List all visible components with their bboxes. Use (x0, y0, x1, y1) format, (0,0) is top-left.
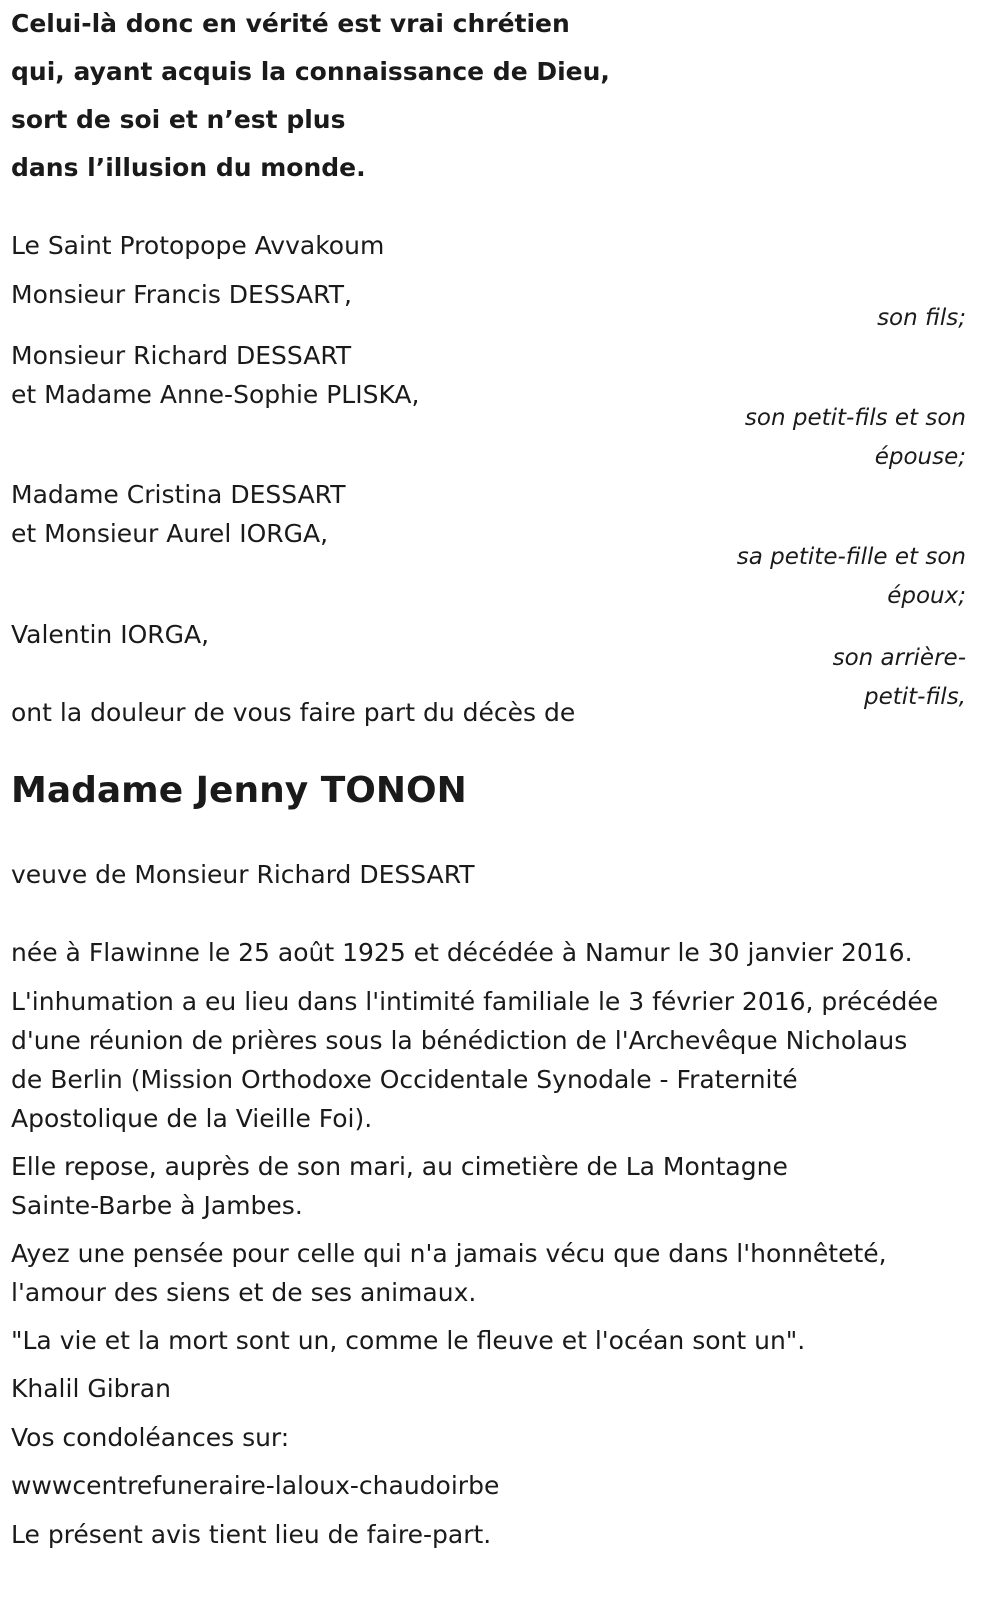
family-member-1-role: son fils; (877, 305, 966, 331)
quote-line-3: sort de soi et n’est plus (11, 105, 346, 134)
condolences-label: Vos condoléances sur: (11, 1423, 290, 1452)
family-member-3-name-line-2: et Monsieur Aurel IORGA, (11, 519, 329, 548)
family-member-2-role-line-2: épouse; (874, 444, 966, 470)
family-member-2-role-line-1: son petit-fils et son (744, 405, 966, 431)
rest-line-1: Elle repose, auprès de son mari, au cimetière de La Montagne (11, 1152, 788, 1181)
burial-line-3: de Berlin (Mission Orthodoxe Occidentale Synodale - Fraternité (11, 1065, 798, 1094)
citation-author: Khalil Gibran (11, 1374, 171, 1403)
widow-of: veuve de Monsieur Richard DESSART (11, 860, 475, 889)
family-member-2-name-line-2: et Madame Anne-Sophie PLISKA, (11, 380, 420, 409)
family-member-1-name: Monsieur Francis DESSART, (11, 280, 352, 309)
birth-death-text: née à Flawinne le 25 août 1925 et décédée à Namur le 30 janvier 2016. (11, 938, 913, 967)
family-member-4-role-line-2: petit-fils, (863, 684, 966, 710)
family-member-3-role-line-2: époux; (887, 583, 966, 609)
thought-line-1: Ayez une pensée pour celle qui n'a jamais vécu que dans l'honnêteté, (11, 1239, 887, 1268)
burial-line-2: d'une réunion de prières sous la bénédiction de l'Archevêque Nicholaus (11, 1026, 908, 1055)
family-member-2-name-line-1: Monsieur Richard DESSART (11, 341, 352, 370)
family-member-3-name-line-1: Madame Cristina DESSART (11, 480, 346, 509)
rest-line-2: Sainte-Barbe à Jambes. (11, 1191, 303, 1220)
thought-line-2: l'amour des siens et de ses animaux. (11, 1278, 477, 1307)
burial-line-1: L'inhumation a eu lieu dans l'intimité familiale le 3 février 2016, précédée (11, 987, 939, 1016)
citation: "La vie et la mort sont un, comme le fleuve et l'océan sont un". (11, 1326, 806, 1355)
quote-line-2: qui, ayant acquis la connaissance de Dieu, (11, 57, 610, 86)
deceased-name: Madame Jenny TONON (11, 770, 467, 811)
quote-author: Le Saint Protopope Avvakoum (11, 231, 385, 260)
family-member-4-name: Valentin IORGA, (11, 620, 210, 649)
quote-line-1: Celui-là donc en vérité est vrai chrétien (11, 9, 570, 38)
announcement: ont la douleur de vous faire part du décès de (11, 698, 576, 727)
family-member-3-role-line-1: sa petite-fille et son (736, 544, 966, 570)
quote-line-4: dans l’illusion du monde. (11, 153, 366, 182)
closing-text: Le présent avis tient lieu de faire-part. (11, 1520, 492, 1549)
condolences-url: wwwcentrefuneraire-laloux-chaudoirbe (11, 1471, 500, 1500)
burial-line-4: Apostolique de la Vieille Foi). (11, 1104, 373, 1133)
family-member-4-role-line-1: son arrière- (832, 645, 966, 671)
